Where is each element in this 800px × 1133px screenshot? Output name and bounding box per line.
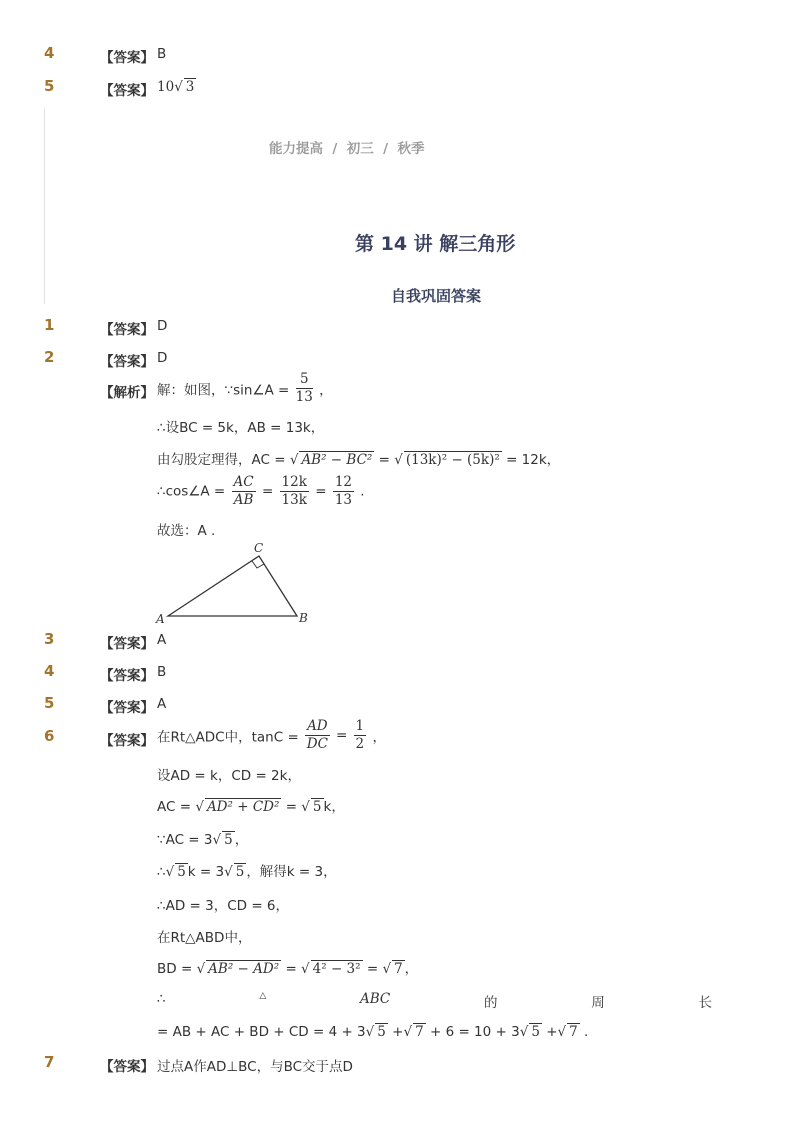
answer-value: A bbox=[157, 696, 167, 712]
answer-value: B bbox=[157, 46, 167, 62]
breadcrumb-item: 秋季 bbox=[397, 141, 425, 157]
answer-value: D bbox=[157, 350, 168, 366]
solution-line: AC = √ AD² + CD² = √ 5 k， bbox=[157, 799, 345, 815]
question-number: 6 bbox=[44, 727, 55, 745]
answer-value: D bbox=[157, 318, 168, 334]
answer-value: B bbox=[157, 664, 167, 680]
question-number: 5 bbox=[44, 77, 55, 95]
breadcrumb-item: 能力提高 bbox=[269, 141, 323, 157]
question-number: 4 bbox=[44, 662, 55, 680]
triangle-figure bbox=[152, 538, 322, 630]
answer-value: 10√ 3 bbox=[157, 79, 195, 95]
answer-tag: 【答案】 bbox=[100, 668, 154, 684]
solution-line: ∵AC = 3√ 5 ， bbox=[157, 832, 249, 848]
vertex-label-a: A bbox=[156, 612, 165, 626]
question-number: 2 bbox=[44, 348, 55, 366]
analysis-line: 由勾股定理得，AC = √ AB² − BC² = √ (13k)² − (5k)² = 12k， bbox=[157, 452, 561, 468]
analysis-line: ∴cos∠A = $\frac{AC}{AB}$ = $\frac{12k}{13k}$ = $\frac{12}{13}$ . bbox=[157, 474, 365, 508]
question-number: 1 bbox=[44, 316, 55, 334]
answer-value: A bbox=[157, 632, 167, 648]
analysis-line: 故选：A . bbox=[157, 523, 216, 539]
section-title: 自我巩固答案 bbox=[391, 287, 482, 305]
solution-line: BD = √ AB² − AD² = √ 4² − 3² = √ 7 ， bbox=[157, 961, 419, 977]
answer-tag: 【答案】 bbox=[100, 322, 154, 338]
analysis-line: ∴设BC = 5k，AB = 13k， bbox=[157, 420, 325, 436]
question-number: 4 bbox=[44, 44, 55, 62]
vertex-label-c: C bbox=[254, 541, 264, 555]
solution-line: 在Rt△ABD中， bbox=[157, 930, 252, 946]
question-number: 7 bbox=[44, 1053, 55, 1071]
analysis-tag: 【解析】 bbox=[100, 385, 154, 401]
triangle-shape bbox=[168, 556, 297, 616]
solution-line: 设AD = k，CD = 2k， bbox=[157, 768, 301, 784]
solution-line: = AB + AC + BD + CD = 4 + 3√ 5 +√ 7 + 6 = 10 + 3√ 5 +√ 7 . bbox=[157, 1024, 589, 1040]
answer-tag: 【答案】 bbox=[100, 50, 154, 66]
breadcrumb-item: 初三 bbox=[346, 141, 374, 157]
answer-tag: 【答案】 bbox=[100, 354, 154, 370]
solution-line-justified: ∴ △ ABC 的 周 长 bbox=[157, 991, 712, 1011]
question-number: 3 bbox=[44, 630, 55, 648]
answer-tag: 【答案】 bbox=[100, 700, 154, 716]
left-margin-rule bbox=[44, 108, 45, 304]
answer-tag: 【答案】 bbox=[100, 83, 154, 99]
answer-value: 过点A作AD⊥BC，与BC交于点D bbox=[157, 1059, 353, 1075]
solution-line: 在Rt△ADC中，tanC = $\frac{AD}{DC}$ = $\frac{1}{2}$ ， bbox=[157, 718, 386, 752]
solution-line: ∴√ 5 k = 3√ 5 ，解得k = 3， bbox=[157, 864, 337, 880]
answer-tag: 【答案】 bbox=[100, 1059, 154, 1075]
analysis-line: 解：如图，∵sin∠A = $\frac{5}{13}$ ， bbox=[157, 371, 333, 405]
solution-line: ∴AD = 3，CD = 6， bbox=[157, 898, 290, 914]
answer-tag: 【答案】 bbox=[100, 636, 154, 652]
lesson-title: 第 14 讲 解三角形 bbox=[355, 233, 516, 255]
answer-tag: 【答案】 bbox=[100, 733, 154, 749]
vertex-label-b: B bbox=[299, 611, 308, 625]
breadcrumb: 能力提高 / 初三 / 秋季 bbox=[269, 141, 425, 157]
question-number: 5 bbox=[44, 694, 55, 712]
